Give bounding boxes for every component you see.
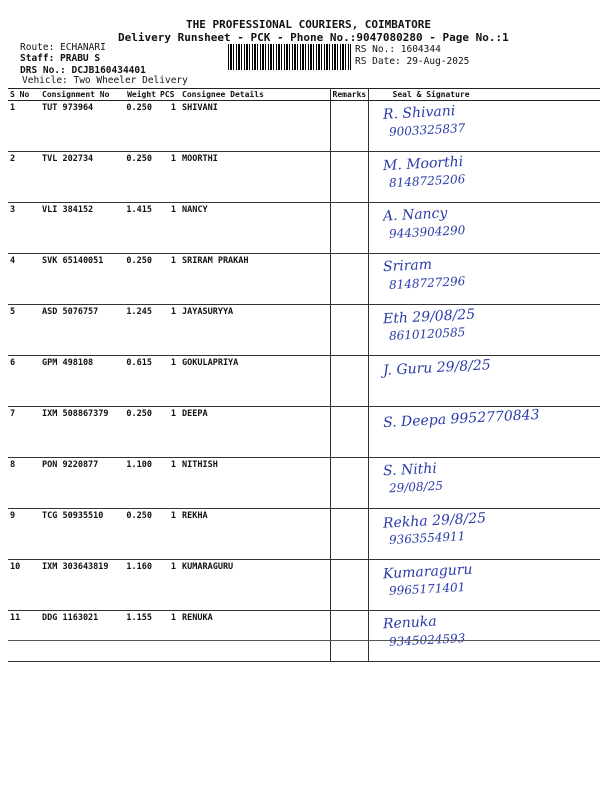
cell-weight: 0.250 <box>120 254 158 305</box>
table-row <box>8 356 600 407</box>
cell-consignee: MOORTHI <box>180 152 330 203</box>
cell-remarks <box>330 305 368 356</box>
signature-cell <box>368 254 600 305</box>
signature-name: A. Nancy <box>382 205 448 225</box>
cell-consignee: RENUKA <box>180 611 330 662</box>
cell-consignment: TUT 973964 <box>40 101 120 152</box>
staff-label: Staff: PRABU S <box>20 53 101 64</box>
signature-name: J. Guru 29/8/25 <box>382 357 491 379</box>
cell-consignment: DDG 1163021 <box>40 611 120 662</box>
cell-remarks <box>330 611 368 662</box>
rs-date: RS Date: 29-Aug-2025 <box>355 56 470 67</box>
barcode <box>228 44 351 70</box>
cell-consignment: PON 9220877 <box>40 458 120 509</box>
signature-cell <box>368 305 600 356</box>
cell-pcs: 1 <box>158 305 180 356</box>
cell-pcs: 1 <box>158 101 180 152</box>
col-consignment: Consignment No <box>40 89 120 101</box>
signature-phone: 9003325837 <box>388 121 466 139</box>
table-row <box>8 101 600 152</box>
signature-name: S. Nithi <box>382 460 437 480</box>
cell-sno: 1 <box>8 101 40 152</box>
table-row <box>8 203 600 254</box>
cell-sno: 8 <box>8 458 40 509</box>
table-row <box>8 305 600 356</box>
signature-cell <box>368 509 600 560</box>
signature-cell <box>368 458 600 509</box>
cell-sno: 6 <box>8 356 40 407</box>
route-label: Route: ECHANARI <box>20 42 106 53</box>
table-row <box>8 611 600 662</box>
cell-consignment: TCG 50935510 <box>40 509 120 560</box>
cell-consignee: KUMARAGURU <box>180 560 330 611</box>
cell-weight: 0.250 <box>120 101 158 152</box>
table-header <box>8 89 600 101</box>
cell-remarks <box>330 509 368 560</box>
cell-remarks <box>330 152 368 203</box>
cell-remarks <box>330 203 368 254</box>
cell-weight: 1.100 <box>120 458 158 509</box>
cell-pcs: 1 <box>158 509 180 560</box>
cell-weight: 1.155 <box>120 611 158 662</box>
table-row <box>8 407 600 458</box>
cell-weight: 1.415 <box>120 203 158 254</box>
cell-weight: 0.250 <box>120 509 158 560</box>
cell-remarks <box>330 356 368 407</box>
cell-sno: 4 <box>8 254 40 305</box>
cell-pcs: 1 <box>158 356 180 407</box>
signature-name: Eth 29/08/25 <box>382 306 476 328</box>
col-seal: Seal & Signature <box>368 89 600 101</box>
cell-weight: 1.160 <box>120 560 158 611</box>
signature-name: Rekha 29/8/25 <box>382 510 486 532</box>
table-end-line <box>8 640 600 641</box>
cell-pcs: 1 <box>158 254 180 305</box>
runsheet-subtitle: Delivery Runsheet - PCK - Phone No.:9047080280 - Page No.:1 <box>118 31 509 44</box>
cell-consignee: GOKULAPRIYA <box>180 356 330 407</box>
cell-consignee: NANCY <box>180 203 330 254</box>
rs-number: RS No.: 1604344 <box>355 44 441 55</box>
table-row <box>8 254 600 305</box>
cell-remarks <box>330 407 368 458</box>
company-title: THE PROFESSIONAL COURIERS, COIMBATORE <box>186 18 432 31</box>
col-consignee: Consignee Details <box>180 89 330 101</box>
cell-weight: 0.250 <box>120 407 158 458</box>
cell-remarks <box>330 101 368 152</box>
cell-weight: 0.250 <box>120 152 158 203</box>
cell-consignment: VLI 384152 <box>40 203 120 254</box>
cell-weight: 0.615 <box>120 356 158 407</box>
signature-phone: 9443904290 <box>388 223 466 241</box>
table-row <box>8 458 600 509</box>
cell-remarks <box>330 560 368 611</box>
cell-sno: 9 <box>8 509 40 560</box>
cell-consignment: IXM 508867379 <box>40 407 120 458</box>
cell-pcs: 1 <box>158 560 180 611</box>
cell-consignment: TVL 202734 <box>40 152 120 203</box>
vehicle-label: Vehicle: Two Wheeler Delivery <box>22 75 188 86</box>
cell-consignee: SRIRAM PRAKAH <box>180 254 330 305</box>
cell-remarks <box>330 254 368 305</box>
signature-cell <box>368 356 600 407</box>
cell-sno: 11 <box>8 611 40 662</box>
drs-label: DRS No.: DCJB160434401 <box>20 65 146 76</box>
cell-consignment: SVK 65140051 <box>40 254 120 305</box>
cell-consignee: SHIVANI <box>180 101 330 152</box>
signature-cell <box>368 560 600 611</box>
table-row <box>8 152 600 203</box>
signature-name: Renuka <box>382 613 437 633</box>
signature-cell <box>368 101 600 152</box>
cell-sno: 3 <box>8 203 40 254</box>
signature-name: Sriram <box>382 256 432 276</box>
col-sno: S No <box>8 89 40 101</box>
signature-phone: 8610120585 <box>388 325 466 343</box>
col-weight: Weight <box>120 89 158 101</box>
signature-phone: 8148725206 <box>388 172 466 190</box>
signature-phone: 9363554911 <box>388 529 466 547</box>
signature-cell <box>368 611 600 662</box>
cell-consignee: DEEPA <box>180 407 330 458</box>
cell-consignment: IXM 303643819 <box>40 560 120 611</box>
cell-sno: 7 <box>8 407 40 458</box>
cell-pcs: 1 <box>158 203 180 254</box>
signature-cell <box>368 203 600 254</box>
cell-pcs: 1 <box>158 611 180 662</box>
cell-consignee: JAYASURYYA <box>180 305 330 356</box>
signature-name: S. Deepa 9952770843 <box>382 406 540 432</box>
cell-remarks <box>330 458 368 509</box>
cell-sno: 10 <box>8 560 40 611</box>
signature-name: R. Shivani <box>382 103 456 123</box>
cell-sno: 5 <box>8 305 40 356</box>
cell-pcs: 1 <box>158 407 180 458</box>
signature-phone: 9345024593 <box>388 631 466 649</box>
signature-cell <box>368 407 600 458</box>
signature-phone: 9965171401 <box>388 580 466 598</box>
signature-cell <box>368 152 600 203</box>
table-row <box>8 560 600 611</box>
cell-consignee: REKHA <box>180 509 330 560</box>
col-remarks: Remarks <box>330 89 368 101</box>
cell-consignment: GPM 498108 <box>40 356 120 407</box>
cell-consignment: ASD 5076757 <box>40 305 120 356</box>
cell-pcs: 1 <box>158 458 180 509</box>
cell-weight: 1.245 <box>120 305 158 356</box>
cell-consignee: NITHISH <box>180 458 330 509</box>
signature-phone: 29/08/25 <box>388 478 443 496</box>
signature-name: M. Moorthi <box>382 153 464 175</box>
cell-sno: 2 <box>8 152 40 203</box>
cell-pcs: 1 <box>158 152 180 203</box>
signature-name: Kumaraguru <box>382 561 473 583</box>
table-row <box>8 509 600 560</box>
runsheet-table <box>8 88 600 662</box>
signature-phone: 8148727296 <box>388 274 466 292</box>
col-pcs: PCS <box>158 89 180 101</box>
